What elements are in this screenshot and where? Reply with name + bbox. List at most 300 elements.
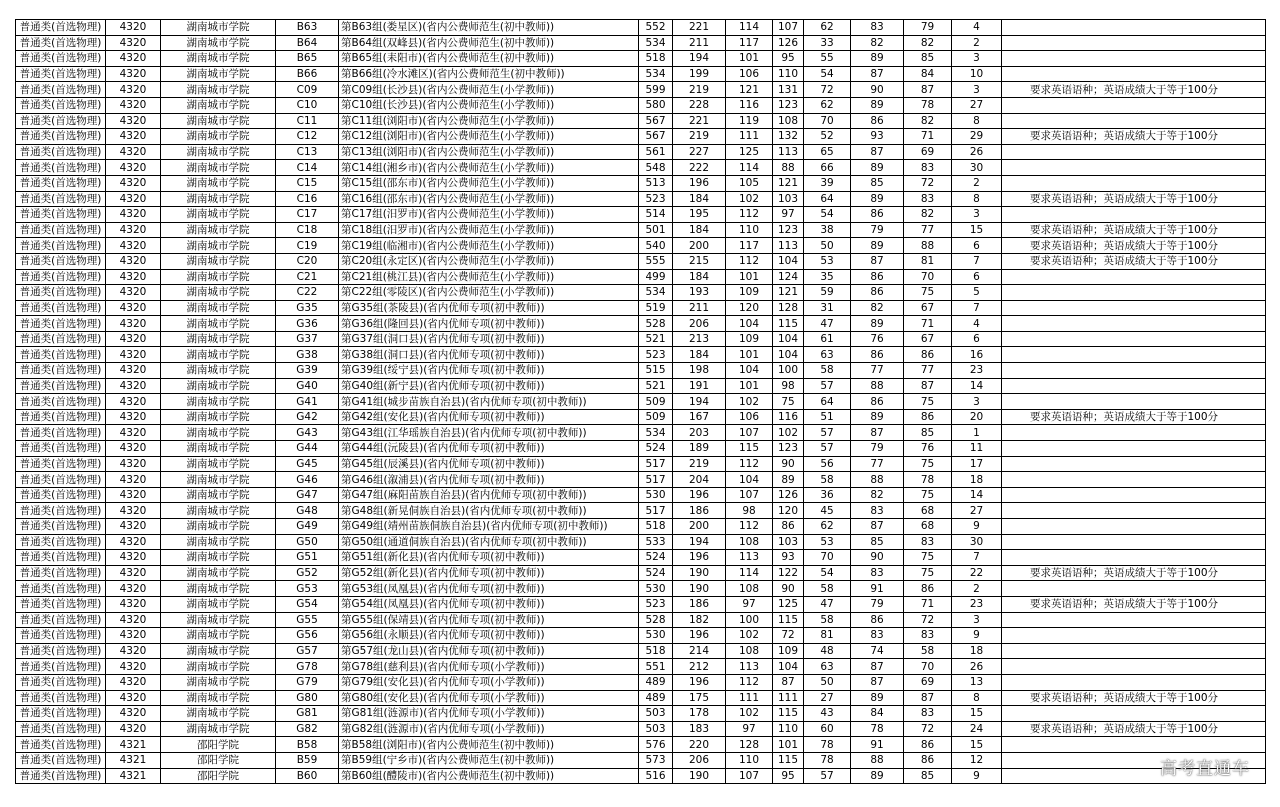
table-row bbox=[16, 20, 1266, 36]
cell-rank-or-count: 8 bbox=[952, 191, 1002, 207]
cell-score-3: 101 bbox=[726, 347, 773, 363]
cell-school-name: 湖南城市学院 bbox=[161, 97, 276, 113]
cell-score-6: 85 bbox=[851, 175, 904, 191]
cell-score-4: 121 bbox=[773, 175, 804, 191]
cell-school-name: 湖南城市学院 bbox=[161, 628, 276, 644]
cell-note: 要求英语语种；英语成绩大于等于100分 bbox=[1002, 82, 1266, 98]
cell-score-3: 110 bbox=[726, 222, 773, 238]
cell-score-5: 53 bbox=[804, 534, 851, 550]
cell-note bbox=[1002, 706, 1266, 722]
cell-category: 普通类(首选物理) bbox=[16, 612, 106, 628]
cell-score-6: 83 bbox=[851, 503, 904, 519]
cell-rank-or-count: 6 bbox=[952, 238, 1002, 254]
cell-score-6: 88 bbox=[851, 378, 904, 394]
cell-score-3: 101 bbox=[726, 51, 773, 67]
cell-school-code: 4320 bbox=[106, 534, 161, 550]
cell-school-name: 湖南城市学院 bbox=[161, 472, 276, 488]
cell-score-7: 87 bbox=[904, 378, 952, 394]
cell-school-code: 4320 bbox=[106, 378, 161, 394]
table-row bbox=[16, 768, 1266, 784]
cell-min-score: 516 bbox=[639, 768, 673, 784]
cell-score-2: 221 bbox=[673, 113, 726, 129]
cell-score-7: 75 bbox=[904, 487, 952, 503]
cell-group-name: 第B60组(醴陵市)(省内公费师范生(初中教师)) bbox=[339, 768, 639, 784]
cell-score-6: 82 bbox=[851, 300, 904, 316]
cell-score-7: 85 bbox=[904, 425, 952, 441]
cell-group-name: 第G81组(涟源市)(省内优师专项(小学教师)) bbox=[339, 706, 639, 722]
table-row bbox=[16, 596, 1266, 612]
cell-note bbox=[1002, 550, 1266, 566]
cell-score-2: 206 bbox=[673, 752, 726, 768]
cell-score-4: 126 bbox=[773, 35, 804, 51]
cell-score-6: 83 bbox=[851, 565, 904, 581]
cell-school-code: 4320 bbox=[106, 51, 161, 67]
cell-group-code: B60 bbox=[276, 768, 339, 784]
cell-rank-or-count: 11 bbox=[952, 441, 1002, 457]
table-row bbox=[16, 409, 1266, 425]
cell-rank-or-count: 7 bbox=[952, 300, 1002, 316]
cell-note bbox=[1002, 456, 1266, 472]
cell-score-5: 50 bbox=[804, 238, 851, 254]
cell-score-5: 54 bbox=[804, 66, 851, 82]
cell-score-3: 120 bbox=[726, 300, 773, 316]
cell-category: 普通类(首选物理) bbox=[16, 425, 106, 441]
cell-score-4: 116 bbox=[773, 409, 804, 425]
cell-score-2: 190 bbox=[673, 565, 726, 581]
cell-score-2: 196 bbox=[673, 628, 726, 644]
cell-score-6: 87 bbox=[851, 659, 904, 675]
cell-note bbox=[1002, 175, 1266, 191]
cell-school-code: 4320 bbox=[106, 82, 161, 98]
cell-score-3: 107 bbox=[726, 425, 773, 441]
cell-score-5: 33 bbox=[804, 35, 851, 51]
cell-score-7: 77 bbox=[904, 222, 952, 238]
cell-group-name: 第C09组(长沙县)(省内公费师范生(小学教师)) bbox=[339, 82, 639, 98]
cell-group-code: C17 bbox=[276, 207, 339, 223]
cell-note bbox=[1002, 612, 1266, 628]
cell-group-code: C16 bbox=[276, 191, 339, 207]
cell-school-name: 湖南城市学院 bbox=[161, 503, 276, 519]
cell-group-code: C22 bbox=[276, 285, 339, 301]
cell-group-name: 第B63组(娄星区)(省内公费师范生(初中教师)) bbox=[339, 20, 639, 36]
cell-school-code: 4321 bbox=[106, 752, 161, 768]
cell-category: 普通类(首选物理) bbox=[16, 456, 106, 472]
cell-min-score: 501 bbox=[639, 222, 673, 238]
cell-school-code: 4320 bbox=[106, 20, 161, 36]
cell-score-6: 87 bbox=[851, 519, 904, 535]
cell-school-code: 4320 bbox=[106, 35, 161, 51]
cell-min-score: 518 bbox=[639, 519, 673, 535]
cell-score-6: 89 bbox=[851, 51, 904, 67]
cell-score-2: 182 bbox=[673, 612, 726, 628]
cell-category: 普通类(首选物理) bbox=[16, 66, 106, 82]
cell-group-name: 第C21组(桃江县)(省内公费师范生(小学教师)) bbox=[339, 269, 639, 285]
cell-min-score: 517 bbox=[639, 503, 673, 519]
cell-group-name: 第G80组(安化县)(省内优师专项(小学教师)) bbox=[339, 690, 639, 706]
table-row bbox=[16, 472, 1266, 488]
cell-school-code: 4320 bbox=[106, 222, 161, 238]
cell-school-code: 4320 bbox=[106, 612, 161, 628]
cell-note: 要求英语语种；英语成绩大于等于100分 bbox=[1002, 238, 1266, 254]
cell-score-2: 186 bbox=[673, 596, 726, 612]
table-row bbox=[16, 487, 1266, 503]
cell-school-code: 4320 bbox=[106, 441, 161, 457]
cell-group-name: 第C11组(浏阳市)(省内公费师范生(小学教师)) bbox=[339, 113, 639, 129]
cell-school-code: 4320 bbox=[106, 331, 161, 347]
cell-score-6: 91 bbox=[851, 581, 904, 597]
cell-score-5: 54 bbox=[804, 565, 851, 581]
cell-group-code: G57 bbox=[276, 643, 339, 659]
table-row bbox=[16, 66, 1266, 82]
cell-school-name: 湖南城市学院 bbox=[161, 690, 276, 706]
cell-score-4: 132 bbox=[773, 129, 804, 145]
cell-score-3: 119 bbox=[726, 113, 773, 129]
cell-group-code: C18 bbox=[276, 222, 339, 238]
cell-score-5: 54 bbox=[804, 207, 851, 223]
cell-min-score: 519 bbox=[639, 300, 673, 316]
cell-score-3: 107 bbox=[726, 487, 773, 503]
cell-score-4: 131 bbox=[773, 82, 804, 98]
cell-score-2: 198 bbox=[673, 363, 726, 379]
cell-note bbox=[1002, 441, 1266, 457]
cell-group-code: G37 bbox=[276, 331, 339, 347]
cell-score-6: 79 bbox=[851, 441, 904, 457]
cell-group-name: 第G78组(慈利县)(省内优师专项(小学教师)) bbox=[339, 659, 639, 675]
cell-school-code: 4320 bbox=[106, 129, 161, 145]
cell-group-name: 第C20组(永定区)(省内公费师范生(小学教师)) bbox=[339, 253, 639, 269]
cell-score-5: 81 bbox=[804, 628, 851, 644]
cell-score-7: 82 bbox=[904, 35, 952, 51]
cell-score-5: 58 bbox=[804, 581, 851, 597]
cell-score-7: 83 bbox=[904, 160, 952, 176]
cell-score-3: 100 bbox=[726, 612, 773, 628]
cell-note bbox=[1002, 737, 1266, 753]
cell-score-6: 89 bbox=[851, 316, 904, 332]
cell-rank-or-count: 9 bbox=[952, 768, 1002, 784]
cell-school-code: 4320 bbox=[106, 253, 161, 269]
table-row bbox=[16, 160, 1266, 176]
cell-school-name: 湖南城市学院 bbox=[161, 363, 276, 379]
cell-min-score: 515 bbox=[639, 363, 673, 379]
cell-score-4: 95 bbox=[773, 768, 804, 784]
cell-category: 普通类(首选物理) bbox=[16, 316, 106, 332]
cell-score-2: 190 bbox=[673, 768, 726, 784]
cell-school-name: 湖南城市学院 bbox=[161, 378, 276, 394]
cell-score-7: 78 bbox=[904, 472, 952, 488]
cell-group-code: G35 bbox=[276, 300, 339, 316]
cell-score-5: 57 bbox=[804, 378, 851, 394]
cell-min-score: 509 bbox=[639, 394, 673, 410]
table-row bbox=[16, 269, 1266, 285]
cell-note bbox=[1002, 581, 1266, 597]
cell-score-6: 88 bbox=[851, 472, 904, 488]
cell-group-code: G53 bbox=[276, 581, 339, 597]
cell-category: 普通类(首选物理) bbox=[16, 721, 106, 737]
cell-school-name: 湖南城市学院 bbox=[161, 519, 276, 535]
cell-score-5: 38 bbox=[804, 222, 851, 238]
cell-school-name: 湖南城市学院 bbox=[161, 35, 276, 51]
cell-score-2: 175 bbox=[673, 690, 726, 706]
cell-score-2: 212 bbox=[673, 659, 726, 675]
cell-min-score: 499 bbox=[639, 269, 673, 285]
cell-score-5: 43 bbox=[804, 706, 851, 722]
cell-score-4: 107 bbox=[773, 20, 804, 36]
cell-score-5: 31 bbox=[804, 300, 851, 316]
cell-score-2: 196 bbox=[673, 487, 726, 503]
cell-score-5: 39 bbox=[804, 175, 851, 191]
cell-category: 普通类(首选物理) bbox=[16, 269, 106, 285]
cell-score-5: 57 bbox=[804, 425, 851, 441]
cell-group-code: B58 bbox=[276, 737, 339, 753]
cell-school-code: 4320 bbox=[106, 238, 161, 254]
table-row bbox=[16, 207, 1266, 223]
table-row bbox=[16, 363, 1266, 379]
cell-group-code: G82 bbox=[276, 721, 339, 737]
cell-rank-or-count: 12 bbox=[952, 752, 1002, 768]
cell-score-4: 123 bbox=[773, 441, 804, 457]
cell-group-code: B66 bbox=[276, 66, 339, 82]
cell-score-7: 87 bbox=[904, 82, 952, 98]
cell-score-7: 86 bbox=[904, 409, 952, 425]
cell-score-5: 66 bbox=[804, 160, 851, 176]
cell-category: 普通类(首选物理) bbox=[16, 144, 106, 160]
cell-category: 普通类(首选物理) bbox=[16, 378, 106, 394]
cell-group-name: 第C16组(邵东市)(省内公费师范生(小学教师)) bbox=[339, 191, 639, 207]
cell-score-4: 90 bbox=[773, 581, 804, 597]
cell-school-name: 湖南城市学院 bbox=[161, 238, 276, 254]
table-row bbox=[16, 238, 1266, 254]
table-row bbox=[16, 721, 1266, 737]
cell-rank-or-count: 20 bbox=[952, 409, 1002, 425]
cell-category: 普通类(首选物理) bbox=[16, 628, 106, 644]
cell-score-4: 120 bbox=[773, 503, 804, 519]
cell-score-3: 113 bbox=[726, 550, 773, 566]
cell-school-code: 4320 bbox=[106, 550, 161, 566]
cell-score-3: 108 bbox=[726, 581, 773, 597]
cell-group-name: 第G38组(洞口县)(省内优师专项(初中教师)) bbox=[339, 347, 639, 363]
cell-school-name: 湖南城市学院 bbox=[161, 706, 276, 722]
cell-rank-or-count: 18 bbox=[952, 472, 1002, 488]
cell-min-score: 524 bbox=[639, 550, 673, 566]
cell-school-code: 4320 bbox=[106, 472, 161, 488]
cell-score-3: 110 bbox=[726, 752, 773, 768]
cell-score-6: 90 bbox=[851, 550, 904, 566]
cell-score-4: 111 bbox=[773, 690, 804, 706]
cell-score-6: 77 bbox=[851, 456, 904, 472]
cell-group-code: G48 bbox=[276, 503, 339, 519]
cell-group-code: G40 bbox=[276, 378, 339, 394]
cell-category: 普通类(首选物理) bbox=[16, 581, 106, 597]
cell-category: 普通类(首选物理) bbox=[16, 487, 106, 503]
table-row bbox=[16, 581, 1266, 597]
cell-school-name: 湖南城市学院 bbox=[161, 66, 276, 82]
cell-school-code: 4320 bbox=[106, 160, 161, 176]
cell-min-score: 518 bbox=[639, 643, 673, 659]
table-row bbox=[16, 129, 1266, 145]
cell-score-3: 101 bbox=[726, 378, 773, 394]
cell-rank-or-count: 8 bbox=[952, 113, 1002, 129]
cell-rank-or-count: 16 bbox=[952, 347, 1002, 363]
cell-score-2: 200 bbox=[673, 238, 726, 254]
cell-score-6: 86 bbox=[851, 207, 904, 223]
cell-score-7: 88 bbox=[904, 238, 952, 254]
cell-score-2: 167 bbox=[673, 409, 726, 425]
cell-score-3: 125 bbox=[726, 144, 773, 160]
cell-min-score: 580 bbox=[639, 97, 673, 113]
cell-category: 普通类(首选物理) bbox=[16, 191, 106, 207]
cell-score-2: 219 bbox=[673, 82, 726, 98]
cell-group-name: 第G43组(江华瑶族自治县)(省内优师专项(初中教师)) bbox=[339, 425, 639, 441]
cell-score-7: 71 bbox=[904, 129, 952, 145]
cell-score-4: 124 bbox=[773, 269, 804, 285]
table-row bbox=[16, 35, 1266, 51]
cell-score-2: 228 bbox=[673, 97, 726, 113]
table-row bbox=[16, 456, 1266, 472]
cell-group-code: G43 bbox=[276, 425, 339, 441]
cell-score-7: 82 bbox=[904, 207, 952, 223]
cell-score-3: 112 bbox=[726, 456, 773, 472]
cell-note bbox=[1002, 503, 1266, 519]
cell-group-code: C13 bbox=[276, 144, 339, 160]
cell-score-4: 110 bbox=[773, 66, 804, 82]
cell-note bbox=[1002, 20, 1266, 36]
cell-group-code: G54 bbox=[276, 596, 339, 612]
cell-rank-or-count: 1 bbox=[952, 425, 1002, 441]
cell-school-code: 4320 bbox=[106, 628, 161, 644]
cell-score-5: 64 bbox=[804, 191, 851, 207]
cell-group-code: C15 bbox=[276, 175, 339, 191]
cell-note bbox=[1002, 35, 1266, 51]
cell-score-3: 104 bbox=[726, 316, 773, 332]
cell-rank-or-count: 27 bbox=[952, 97, 1002, 113]
cell-score-5: 55 bbox=[804, 51, 851, 67]
cell-group-code: G80 bbox=[276, 690, 339, 706]
cell-note bbox=[1002, 378, 1266, 394]
cell-score-4: 88 bbox=[773, 160, 804, 176]
table-row bbox=[16, 285, 1266, 301]
cell-school-code: 4320 bbox=[106, 456, 161, 472]
cell-min-score: 509 bbox=[639, 409, 673, 425]
table-row bbox=[16, 113, 1266, 129]
cell-school-name: 湖南城市学院 bbox=[161, 409, 276, 425]
cell-score-2: 221 bbox=[673, 20, 726, 36]
watermark: 高考直通车 bbox=[1160, 759, 1250, 779]
table-row bbox=[16, 659, 1266, 675]
cell-group-name: 第G51组(新化县)(省内优师专项(初中教师)) bbox=[339, 550, 639, 566]
cell-min-score: 548 bbox=[639, 160, 673, 176]
cell-score-6: 77 bbox=[851, 363, 904, 379]
cell-score-7: 77 bbox=[904, 363, 952, 379]
cell-group-code: G79 bbox=[276, 674, 339, 690]
cell-rank-or-count: 15 bbox=[952, 706, 1002, 722]
table-row bbox=[16, 97, 1266, 113]
cell-group-name: 第G40组(新宁县)(省内优师专项(初中教师)) bbox=[339, 378, 639, 394]
cell-group-code: B63 bbox=[276, 20, 339, 36]
cell-group-name: 第G47组(麻阳苗族自治县)(省内优师专项(初中教师)) bbox=[339, 487, 639, 503]
cell-school-code: 4320 bbox=[106, 409, 161, 425]
cell-score-5: 47 bbox=[804, 596, 851, 612]
cell-group-name: 第B59组(宁乡市)(省内公费师范生(初中教师)) bbox=[339, 752, 639, 768]
cell-score-2: 220 bbox=[673, 737, 726, 753]
cell-min-score: 528 bbox=[639, 316, 673, 332]
cell-school-name: 湖南城市学院 bbox=[161, 269, 276, 285]
cell-rank-or-count: 13 bbox=[952, 674, 1002, 690]
cell-school-name: 湖南城市学院 bbox=[161, 175, 276, 191]
cell-school-code: 4320 bbox=[106, 144, 161, 160]
cell-note bbox=[1002, 487, 1266, 503]
cell-rank-or-count: 7 bbox=[952, 253, 1002, 269]
cell-min-score: 573 bbox=[639, 752, 673, 768]
cell-score-2: 227 bbox=[673, 144, 726, 160]
cell-score-7: 69 bbox=[904, 674, 952, 690]
cell-score-3: 104 bbox=[726, 472, 773, 488]
cell-score-7: 82 bbox=[904, 113, 952, 129]
cell-score-7: 81 bbox=[904, 253, 952, 269]
cell-note: 要求英语语种；英语成绩大于等于100分 bbox=[1002, 253, 1266, 269]
cell-school-name: 湖南城市学院 bbox=[161, 721, 276, 737]
cell-group-name: 第G44组(沅陵县)(省内优师专项(初中教师)) bbox=[339, 441, 639, 457]
cell-school-name: 湖南城市学院 bbox=[161, 347, 276, 363]
cell-score-7: 85 bbox=[904, 51, 952, 67]
cell-score-2: 215 bbox=[673, 253, 726, 269]
cell-score-4: 108 bbox=[773, 113, 804, 129]
cell-group-name: 第G35组(茶陵县)(省内优师专项(初中教师)) bbox=[339, 300, 639, 316]
cell-min-score: 576 bbox=[639, 737, 673, 753]
cell-score-7: 75 bbox=[904, 394, 952, 410]
cell-score-5: 63 bbox=[804, 347, 851, 363]
cell-group-code: C10 bbox=[276, 97, 339, 113]
cell-min-score: 567 bbox=[639, 113, 673, 129]
cell-group-code: G36 bbox=[276, 316, 339, 332]
table-row bbox=[16, 752, 1266, 768]
cell-score-2: 194 bbox=[673, 51, 726, 67]
cell-score-3: 117 bbox=[726, 35, 773, 51]
cell-min-score: 517 bbox=[639, 472, 673, 488]
table-row bbox=[16, 441, 1266, 457]
cell-note bbox=[1002, 160, 1266, 176]
cell-school-name: 湖南城市学院 bbox=[161, 441, 276, 457]
cell-score-7: 78 bbox=[904, 97, 952, 113]
cell-rank-or-count: 9 bbox=[952, 628, 1002, 644]
cell-school-name: 湖南城市学院 bbox=[161, 129, 276, 145]
table-row bbox=[16, 612, 1266, 628]
table-row bbox=[16, 82, 1266, 98]
cell-score-3: 112 bbox=[726, 674, 773, 690]
admission-score-table bbox=[15, 19, 1266, 784]
cell-score-2: 214 bbox=[673, 643, 726, 659]
cell-score-4: 113 bbox=[773, 238, 804, 254]
cell-min-score: 567 bbox=[639, 129, 673, 145]
cell-score-4: 109 bbox=[773, 643, 804, 659]
cell-score-5: 50 bbox=[804, 674, 851, 690]
cell-score-5: 72 bbox=[804, 82, 851, 98]
cell-group-name: 第C12组(浏阳市)(省内公费师范生(小学教师)) bbox=[339, 129, 639, 145]
cell-score-4: 93 bbox=[773, 550, 804, 566]
cell-category: 普通类(首选物理) bbox=[16, 409, 106, 425]
cell-school-name: 湖南城市学院 bbox=[161, 113, 276, 129]
cell-score-4: 115 bbox=[773, 612, 804, 628]
cell-score-7: 83 bbox=[904, 706, 952, 722]
cell-score-7: 67 bbox=[904, 331, 952, 347]
cell-score-5: 65 bbox=[804, 144, 851, 160]
cell-score-6: 82 bbox=[851, 487, 904, 503]
cell-category: 普通类(首选物理) bbox=[16, 35, 106, 51]
cell-score-6: 89 bbox=[851, 409, 904, 425]
cell-score-5: 56 bbox=[804, 456, 851, 472]
cell-score-4: 100 bbox=[773, 363, 804, 379]
cell-score-5: 70 bbox=[804, 113, 851, 129]
cell-score-7: 72 bbox=[904, 612, 952, 628]
